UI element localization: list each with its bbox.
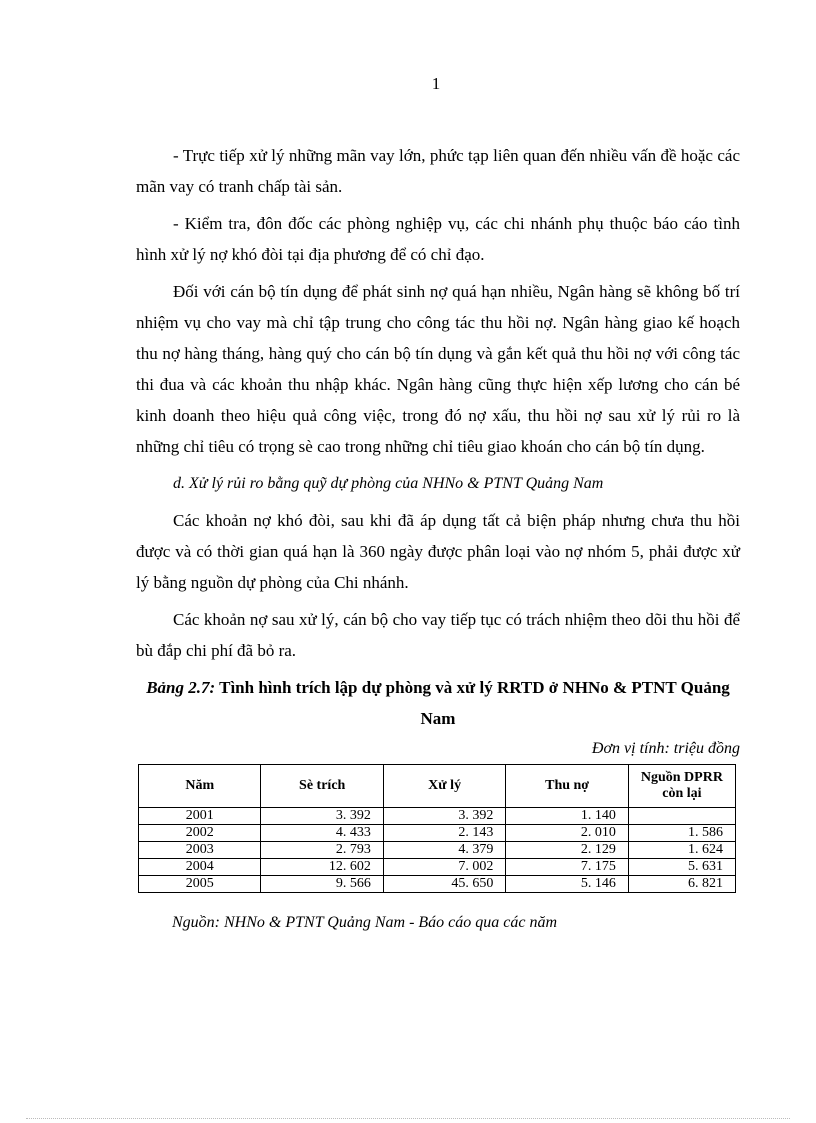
table-title: [136, 672, 740, 734]
table-cell: 6. 821: [628, 876, 735, 893]
table-cell: 1. 586: [628, 825, 735, 842]
table-source: Nguồn: NHNo & PTNT Quảng Nam - Báo cáo qua các năm: [172, 914, 558, 931]
column-header: Thu nợ: [506, 765, 628, 808]
column-header: Nguồn DPRR còn lại: [628, 765, 735, 808]
document-body: [136, 140, 740, 938]
table-cell: 4. 379: [383, 842, 505, 859]
page-number: 1: [431, 74, 441, 93]
column-header: Xử lý: [383, 765, 505, 808]
table-cell: 2004: [139, 859, 261, 876]
table-cell: 9. 566: [261, 876, 383, 893]
paragraph: Các khoản nợ khó đòi, sau khi đã áp dụng tất cả biện pháp nhưng chưa thu hồi được và có thời gian quá hạn là 360 ngày được phân loại vào nợ nhóm 5, phải được xử lý bằng nguồn dự phòng của Chi nhánh.: [136, 511, 740, 592]
table-row: [139, 825, 736, 842]
table-cell: 2. 143: [383, 825, 505, 842]
table-unit: Đơn vị tính: triệu đồng: [591, 740, 740, 757]
paragraph: Các khoản nợ sau xử lý, cán bộ cho vay tiếp tục có trách nhiệm theo dõi thu hồi để bù đắp chi phí đã bỏ ra.: [136, 610, 740, 660]
table-cell: 45. 650: [383, 876, 505, 893]
table-cell: 12. 602: [261, 859, 383, 876]
table-cell: 5. 631: [628, 859, 735, 876]
table-header-row: [139, 765, 736, 808]
table-cell: 7. 002: [383, 859, 505, 876]
table-cell: 4. 433: [261, 825, 383, 842]
paragraph: Đối với cán bộ tín dụng để phát sinh nợ quá hạn nhiều, Ngân hàng sẽ không bố trí nhiệm vụ cho vay mà chỉ tập trung cho công tác thu hồi nợ. Ngân hàng giao kế hoạch thu nợ hàng tháng, hàng quý cho cán bộ tín dụng và gắn kết quả thu hồi nợ với công tác thi đua và các khoản thu nhập khác. Ngân hàng cũng thực hiện xếp lương cho cán bé kinh doanh theo hiệu quả công việc, trong đó nợ xấu, thu hồi nợ sau xử lý rủi ro là những chỉ tiêu có trọng sè cao trong những chỉ tiêu giao khoán cho cán bộ tín dụng.: [136, 282, 740, 456]
section-subheading: d. Xử lý rủi ro bằng quỹ dự phòng của NHNo & PTNT Quảng Nam: [173, 475, 604, 492]
column-header: Năm: [139, 765, 261, 808]
table-cell: 7. 175: [506, 859, 628, 876]
table-cell: 2001: [139, 808, 261, 825]
table-cell: 1. 624: [628, 842, 735, 859]
table-label: Bảng 2.7:: [146, 678, 216, 697]
table-cell: 5. 146: [506, 876, 628, 893]
column-header: Sè trích: [261, 765, 383, 808]
table-cell: 2003: [139, 842, 261, 859]
table-cell: 1. 140: [506, 808, 628, 825]
table-row: [139, 808, 736, 825]
table-cell: 2. 129: [506, 842, 628, 859]
table-row: [139, 859, 736, 876]
table-row: [139, 842, 736, 859]
table-cell: 2. 793: [261, 842, 383, 859]
paragraph: - Kiểm tra, đôn đốc các phòng nghiệp vụ, các chi nhánh phụ thuộc báo cáo tình hình xử lý nợ khó đòi tại địa phương để có chỉ đạo.: [136, 214, 740, 264]
data-table: [138, 764, 736, 893]
page-bottom-divider: [26, 1118, 790, 1119]
table-row: [139, 876, 736, 893]
table-cell: 2005: [139, 876, 261, 893]
table-cell: 3. 392: [383, 808, 505, 825]
table-cell: 2. 010: [506, 825, 628, 842]
table-title-text: Tình hình trích lập dự phòng và xử lý RRTD ở NHNo & PTNT Quảng Nam: [215, 678, 730, 728]
table-cell: 3. 392: [261, 808, 383, 825]
table-cell: 2002: [139, 825, 261, 842]
paragraph: - Trực tiếp xử lý những mãn vay lớn, phức tạp liên quan đến nhiều vấn đề hoặc các mãn vay có tranh chấp tài sản.: [136, 146, 740, 196]
table-cell: [628, 808, 735, 825]
